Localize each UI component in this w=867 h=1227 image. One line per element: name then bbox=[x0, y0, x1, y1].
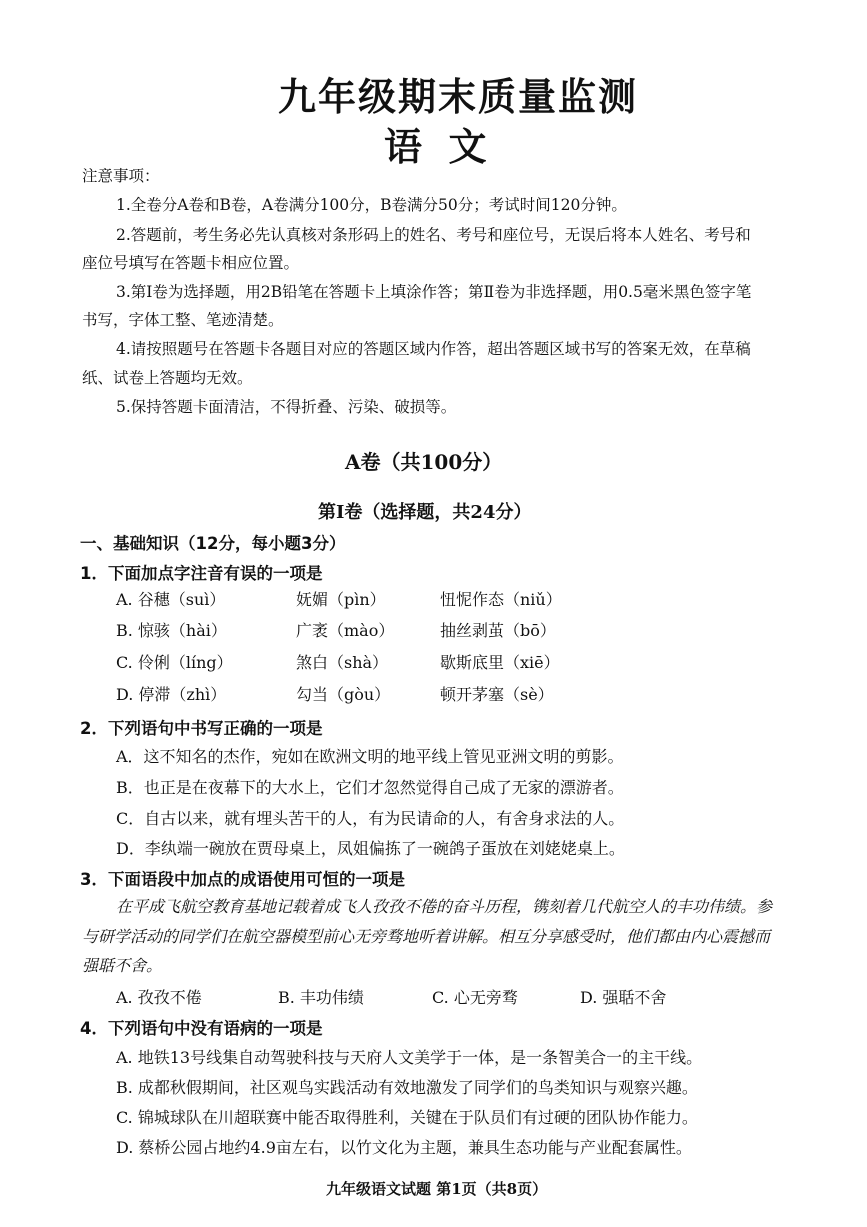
q1-option-a-1: A. 谷穗（suì） bbox=[116, 590, 226, 609]
q4-option-b: B. 成都秋假期间，社区观鸟实践活动有效地激发了同学们的鸟类知识与观察兴趣。 bbox=[116, 1078, 698, 1097]
question-3-stem: 3．下面语段中加点的成语使用可恒的一项是 bbox=[80, 870, 405, 889]
q3-passage-line-1: 在平成飞航空教育基地记载着成飞人孜孜不倦的奋斗历程，镌刻着几代航空人的丰功伟绩。参 bbox=[116, 897, 773, 916]
question-4-stem: 4．下列语句中没有语病的一项是 bbox=[80, 1019, 323, 1038]
q3-option-b: B. 丰功伟绩 bbox=[278, 988, 364, 1007]
q1-option-c-1: C. 伶俐（líng） bbox=[116, 653, 233, 672]
q3-passage-line-2: 与研学活动的同学们在航空器模型前心无旁骛地听着讲解。相互分享感受时，他们都由内心震撼而 bbox=[82, 927, 771, 946]
note-line-5: 5.保持答题卡面清洁，不得折叠、污染、破损等。 bbox=[116, 398, 457, 416]
q1-option-b-2: 广袤（mào） bbox=[296, 621, 395, 640]
q1-option-b-3: 抽丝剥茧（bō） bbox=[440, 621, 556, 640]
q2-option-c: C．自古以来，就有埋头苦干的人，有为民请命的人，有舍身求法的人。 bbox=[116, 809, 625, 828]
q2-option-a: A．这不知名的杰作，宛如在欧洲文明的地平线上管见亚洲文明的剪影。 bbox=[116, 747, 624, 766]
q1-option-b-1: B. 惊骇（hài） bbox=[116, 621, 227, 640]
q1-option-c-2: 煞白（shà） bbox=[296, 653, 389, 672]
q1-option-d-2: 勾当（gòu） bbox=[296, 685, 391, 704]
section-1-heading: 一、基础知识（12分，每小题3分） bbox=[80, 534, 346, 553]
part-a-heading: A卷（共100分） bbox=[345, 450, 503, 474]
note-line-1: 1.全卷分A卷和B卷，A卷满分100分，B卷满分50分；考试时间120分钟。 bbox=[116, 196, 627, 214]
page-footer: 九年级语文试题 第1页（共8页） bbox=[326, 1180, 548, 1198]
q1-option-c-3: 歇斯底里（xiē） bbox=[440, 653, 560, 672]
volume-1-heading: 第Ⅰ卷（选择题，共24分） bbox=[318, 502, 532, 523]
q3-option-d: D. 强聒不舍 bbox=[580, 988, 667, 1007]
q3-option-a: A. 孜孜不倦 bbox=[116, 988, 202, 1007]
q4-option-a: A. 地铁13号线集自动驾驶科技与天府人文美学于一体，是一条智美合一的主干线。 bbox=[116, 1048, 703, 1067]
question-2-stem: 2．下列语句中书写正确的一项是 bbox=[80, 719, 323, 738]
q3-passage-line-3: 强聒不舍。 bbox=[82, 956, 163, 975]
note-line-4a: 4.请按照题号在答题卡各题目对应的答题区域内作答，超出答题区域书写的答案无效，在草稿 bbox=[116, 340, 751, 358]
q3-option-c: C. 心无旁骛 bbox=[432, 988, 518, 1007]
note-line-2a: 2.答题前，考生务必先认真核对条形码上的姓名、考号和座位号，无误后将本人姓名、考号和 bbox=[116, 226, 751, 244]
question-1-stem: 1．下面加点字注音有误的一项是 bbox=[80, 564, 323, 583]
q1-option-a-3: 忸怩作态（niǔ） bbox=[440, 590, 562, 609]
q2-option-b: B．也正是在夜幕下的大水上，它们才忽然觉得自己成了无家的漂游者。 bbox=[116, 778, 624, 797]
q4-option-c: C. 锦城球队在川超联赛中能否取得胜利，关键在于队员们有过硬的团队协作能力。 bbox=[116, 1108, 698, 1127]
note-line-2b: 座位号填写在答题卡相应位置。 bbox=[82, 254, 300, 272]
note-line-3b: 书写，字体工整、笔迹清楚。 bbox=[82, 311, 284, 329]
q4-option-d: D. 蔡桥公园占地约4.9亩左右，以竹文化为主题，兼具生态功能与产业配套属性。 bbox=[116, 1138, 692, 1157]
q1-option-a-2: 妩媚（pìn） bbox=[296, 590, 386, 609]
subject-title: 语 文 bbox=[384, 124, 487, 169]
q1-option-d-3: 顿开茅塞（sè） bbox=[440, 685, 554, 704]
notes-heading: 注意事项： bbox=[82, 167, 160, 185]
note-line-4b: 纸、试卷上答题均无效。 bbox=[82, 369, 253, 387]
q1-option-d-1: D. 停滞（zhì） bbox=[116, 685, 227, 704]
q2-option-d: D．李纨端一碗放在贾母桌上，凤姐偏拣了一碗鸽子蛋放在刘姥姥桌上。 bbox=[116, 839, 625, 858]
note-line-3a: 3.第Ⅰ卷为选择题，用2B铅笔在答题卡上填涂作答；第Ⅱ卷为非选择题，用0.5毫米黑色签字笔 bbox=[116, 283, 752, 301]
page-title: 九年级期末质量监测 bbox=[278, 74, 639, 119]
